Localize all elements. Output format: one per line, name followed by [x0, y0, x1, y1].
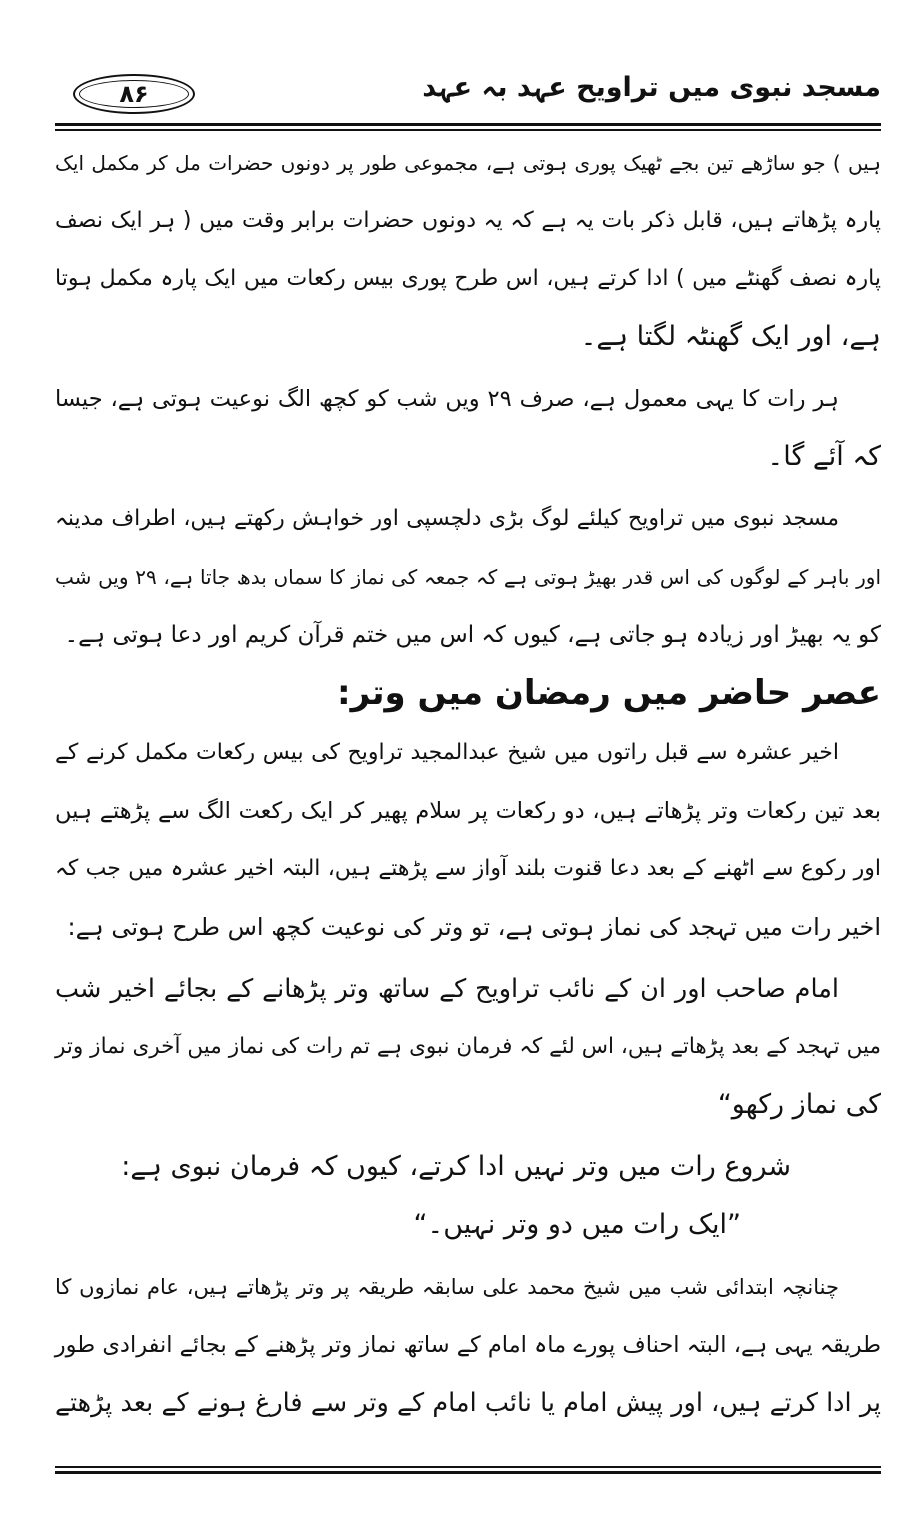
- header-rule-thin: [55, 129, 881, 131]
- running-title: مسجد نبوی میں تراویح عہد بہ عہد: [422, 72, 881, 103]
- text-line: مسجد نبوی میں تراویح کیلئے لوگ بڑی دلچسپی اور خواہش رکھتے ہیں، اطراف مدینہ: [55, 506, 839, 531]
- text-line: اخیر عشرہ سے قبل راتوں میں شیخ عبدالمجید تراویح کی بیس رکعات مکمل کرنے کے: [55, 740, 839, 765]
- text-line: طریقہ یہی ہے، البتہ احناف پورے ماہ امام کے ساتھ نماز وتر پڑھنے کے بجائے انفرادی طور: [54, 1332, 881, 1358]
- text-line: شروع رات میں وتر نہیں ادا کرتے، کیوں کہ فرمان نبوی ہے:: [121, 1151, 791, 1182]
- quote-line: ”ایک رات میں دو وتر نہیں۔“: [413, 1209, 741, 1240]
- text-line: ہیں ) جو ساڑھے تین بجے ٹھیک پوری ہوتی ہے، مجموعی طور پر دونوں حضرات مل کر مکمل ایک: [55, 151, 881, 175]
- text-line: اور رکوع سے اٹھنے کے بعد دعا قنوت بلند آواز سے پڑھتے ہیں، البتہ اخیر عشرہ میں جب کہ: [55, 856, 881, 881]
- footer-rule-thick: [55, 1471, 881, 1474]
- text-line: ہر رات کا یہی معمول ہے، صرف ۲۹ ویں شب کو کچھ الگ نوعیت ہوتی ہے، جیسا: [55, 386, 839, 412]
- text-line: بعد تین رکعات وتر پڑھاتے ہیں، دو رکعات پر سلام پھیر کر ایک رکعت الگ سے پڑھتے ہیں: [55, 798, 881, 824]
- page-number: ۸۶: [73, 74, 195, 114]
- text-line: کو یہ بھیڑ اور زیادہ ہو جاتی ہے، کیوں کہ اس میں ختم قرآن کریم اور دعا ہوتی ہے۔: [64, 622, 881, 648]
- text-line: ہے، اور ایک گھنٹہ لگتا ہے۔: [580, 321, 881, 352]
- section-heading: عصر حاضر میں رمضان میں وتر:: [337, 673, 881, 713]
- text-line: اخیر رات میں تہجد کی نماز ہوتی ہے، تو وتر کی نوعیت کچھ اس طرح ہوتی ہے:: [67, 913, 881, 941]
- text-line: پارہ پڑھاتے ہیں، قابل ذکر بات یہ ہے کہ یہ دونوں حضرات برابر وقت میں ( ہر ایک نصف: [55, 208, 881, 233]
- text-line: کہ آئے گا۔: [767, 441, 881, 472]
- page-header: [55, 64, 881, 124]
- text-line: چنانچہ ابتدائی شب میں شیخ محمد علی سابقہ طریقہ پر وتر پڑھاتے ہیں، عام نمازوں کا: [55, 1275, 839, 1299]
- text-line: کی نماز رکھو“: [717, 1089, 881, 1120]
- text-line: اور باہر کے لوگوں کی اس قدر بھیڑ ہوتی ہے کہ جمعہ کی نماز کا سماں بدھ جاتا ہے، ۲۹ ویں شب: [55, 565, 882, 589]
- text-line: پارہ نصف گھنٹے میں ) ادا کرتے ہیں، اس طرح پوری بیس رکعات میں ایک پارہ مکمل ہوتا: [55, 266, 881, 291]
- text-line: پر ادا کرتے ہیں، اور پیش امام یا نائب امام کے وتر سے فارغ ہونے کے بعد پڑھتے: [55, 1388, 881, 1418]
- text-line: امام صاحب اور ان کے نائب تراویح کے ساتھ وتر پڑھانے کے بجائے اخیر شب: [55, 974, 839, 1004]
- footer-rule-thin: [55, 1466, 881, 1468]
- header-rule-thick: [55, 123, 881, 126]
- body-text: [55, 135, 881, 1460]
- text-line: میں تہجد کے بعد پڑھاتے ہیں، اس لئے کہ فرمان نبوی ہے تم رات کی نماز میں آخری نماز وتر: [55, 1034, 881, 1059]
